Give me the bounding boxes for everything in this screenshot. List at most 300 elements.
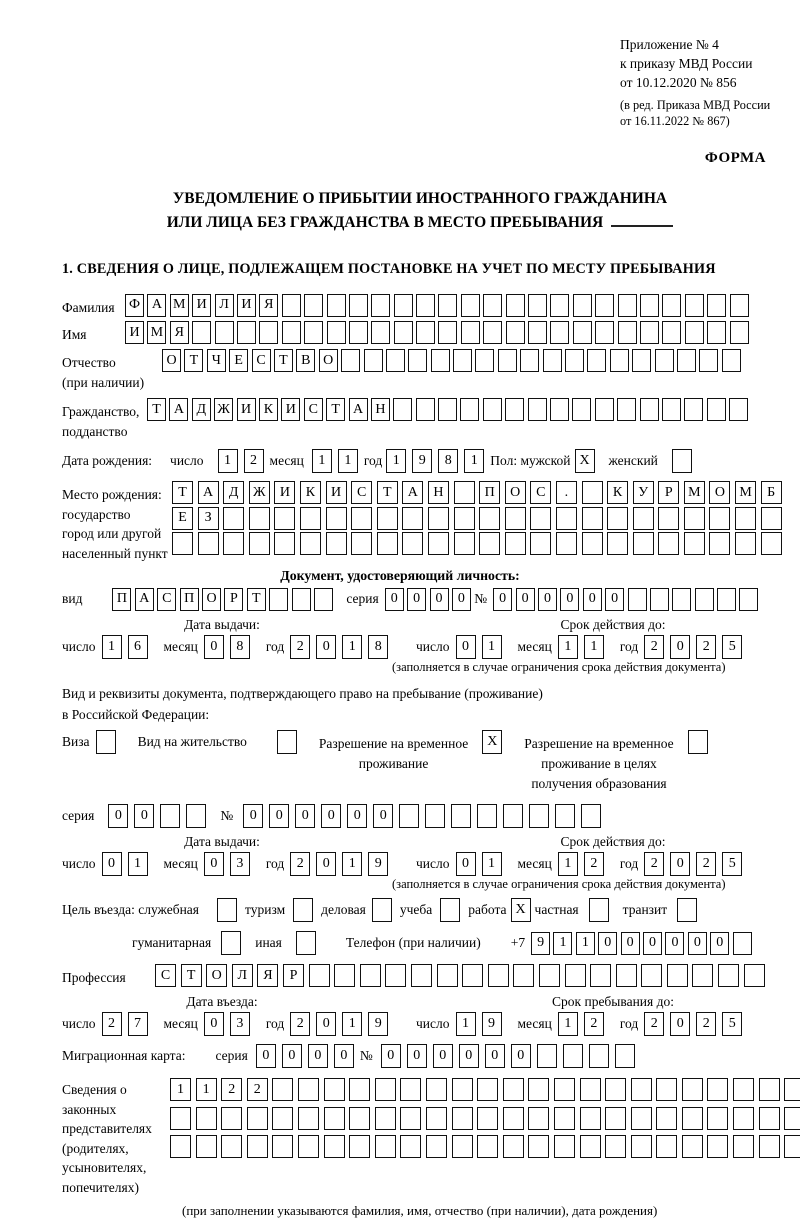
cell[interactable] [160, 804, 180, 828]
cell[interactable]: Д [223, 481, 244, 504]
cell[interactable]: 1 [342, 852, 362, 876]
cell[interactable]: 0 [459, 1044, 479, 1068]
cell[interactable] [483, 321, 502, 344]
cell[interactable]: 1 [464, 449, 484, 473]
cell[interactable] [505, 398, 524, 421]
cell[interactable] [293, 898, 313, 922]
cell[interactable] [537, 1044, 557, 1068]
cell[interactable]: 3 [230, 852, 250, 876]
cell[interactable] [304, 294, 323, 317]
cell[interactable] [631, 1078, 652, 1101]
cell[interactable] [223, 507, 244, 530]
birth-place-line1-cells[interactable] [172, 481, 786, 504]
cell[interactable] [709, 507, 730, 530]
doc-series-cells[interactable] [385, 588, 475, 611]
cell[interactable] [426, 1078, 447, 1101]
cell[interactable] [784, 1107, 800, 1130]
cell[interactable] [730, 321, 749, 344]
cell[interactable] [300, 507, 321, 530]
cell[interactable] [554, 1135, 575, 1158]
cell[interactable] [528, 294, 547, 317]
cell[interactable] [573, 321, 592, 344]
cell[interactable]: 1 [170, 1078, 191, 1101]
cell[interactable] [718, 964, 739, 987]
representatives-line2-cells[interactable] [170, 1107, 800, 1130]
cell[interactable] [452, 1078, 473, 1101]
cell[interactable] [631, 1135, 652, 1158]
cell[interactable]: 0 [204, 635, 224, 659]
mig-series-cells[interactable] [256, 1044, 360, 1068]
temp-permit-checkbox[interactable] [482, 730, 502, 754]
cell[interactable] [543, 349, 562, 372]
cell[interactable]: А [349, 398, 368, 421]
cell[interactable]: Т [247, 588, 266, 611]
cell[interactable]: М [147, 321, 166, 344]
cell[interactable] [528, 398, 547, 421]
cell[interactable] [454, 481, 475, 504]
transit-checkbox[interactable] [677, 898, 697, 922]
permit-issue-day-cells[interactable] [102, 852, 154, 876]
cell[interactable]: О [319, 349, 338, 372]
cell[interactable]: 0 [316, 1012, 336, 1036]
cell[interactable]: 2 [644, 1012, 664, 1036]
cell[interactable] [408, 349, 427, 372]
cell[interactable]: 0 [598, 932, 617, 955]
cell[interactable] [341, 349, 360, 372]
cell[interactable] [247, 1135, 268, 1158]
private-checkbox[interactable] [589, 898, 609, 922]
cell[interactable]: 0 [308, 1044, 328, 1068]
cell[interactable] [662, 294, 681, 317]
cell[interactable]: 0 [605, 588, 624, 611]
cell[interactable]: 0 [688, 932, 707, 955]
cell[interactable] [615, 1044, 635, 1068]
cell[interactable]: И [281, 398, 300, 421]
cell[interactable] [274, 532, 295, 555]
cell[interactable]: 0 [385, 588, 404, 611]
cell[interactable] [530, 507, 551, 530]
work-checkbox[interactable] [511, 898, 531, 922]
doc-number-cells[interactable] [493, 588, 762, 611]
cell[interactable] [371, 294, 390, 317]
permit-issue-year-cells[interactable] [290, 852, 394, 876]
cell[interactable] [662, 321, 681, 344]
cell[interactable] [556, 507, 577, 530]
cell[interactable] [304, 321, 323, 344]
cell[interactable]: М [735, 481, 756, 504]
cell[interactable]: 2 [102, 1012, 122, 1036]
citizenship-cells[interactable] [147, 398, 752, 421]
cell[interactable] [735, 507, 756, 530]
permit-valid-day-cells[interactable] [456, 852, 508, 876]
cell[interactable] [505, 507, 526, 530]
cell[interactable] [505, 532, 526, 555]
cell[interactable] [371, 321, 390, 344]
cell[interactable]: 1 [456, 1012, 476, 1036]
cell[interactable] [451, 804, 471, 828]
cell[interactable]: 0 [316, 635, 336, 659]
cell[interactable] [428, 532, 449, 555]
cell[interactable] [605, 1078, 626, 1101]
cell[interactable] [349, 294, 368, 317]
cell[interactable]: З [198, 507, 219, 530]
cell[interactable] [539, 964, 560, 987]
cell[interactable] [425, 804, 445, 828]
cell[interactable] [324, 1107, 345, 1130]
cell[interactable]: 2 [644, 635, 664, 659]
cell[interactable]: 0 [670, 635, 690, 659]
cell[interactable] [377, 507, 398, 530]
cell[interactable] [461, 321, 480, 344]
cell[interactable]: Ч [207, 349, 226, 372]
cell[interactable] [237, 321, 256, 344]
doc-kind-cells[interactable] [112, 588, 336, 611]
cell[interactable]: 0 [538, 588, 557, 611]
cell[interactable]: Я [170, 321, 189, 344]
permit-number-cells[interactable] [243, 804, 607, 828]
cell[interactable] [375, 1135, 396, 1158]
birth-year-cells[interactable] [386, 449, 490, 473]
cell[interactable] [607, 507, 628, 530]
cell[interactable] [672, 588, 691, 611]
cell[interactable]: Ж [214, 398, 233, 421]
cell[interactable] [170, 1135, 191, 1158]
cell[interactable]: 0 [295, 804, 315, 828]
birth-day-cells[interactable] [218, 449, 270, 473]
cell[interactable]: 0 [282, 1044, 302, 1068]
cell[interactable]: 2 [247, 1078, 268, 1101]
cell[interactable] [334, 964, 355, 987]
cell[interactable]: 0 [256, 1044, 276, 1068]
cell[interactable] [259, 321, 278, 344]
cell[interactable] [460, 398, 479, 421]
cell[interactable] [215, 321, 234, 344]
cell[interactable]: А [135, 588, 154, 611]
cell[interactable] [631, 1107, 652, 1130]
cell[interactable]: И [274, 481, 295, 504]
cell[interactable] [582, 481, 603, 504]
cell[interactable] [394, 294, 413, 317]
cell[interactable] [656, 1078, 677, 1101]
cell[interactable] [555, 804, 575, 828]
cell[interactable] [326, 532, 347, 555]
birth-place-line2-cells[interactable] [172, 507, 786, 530]
cell[interactable] [349, 321, 368, 344]
cell[interactable] [761, 532, 782, 555]
cell[interactable] [707, 294, 726, 317]
cell[interactable] [479, 532, 500, 555]
cell[interactable]: 5 [722, 1012, 742, 1036]
cell[interactable] [709, 532, 730, 555]
cell[interactable]: 1 [558, 635, 578, 659]
cell[interactable] [170, 1107, 191, 1130]
cell[interactable] [677, 349, 696, 372]
cell[interactable] [580, 1107, 601, 1130]
cell[interactable] [96, 730, 116, 754]
cell[interactable]: 0 [511, 1044, 531, 1068]
cell[interactable] [650, 588, 669, 611]
cell[interactable] [360, 964, 381, 987]
cell[interactable] [247, 1107, 268, 1130]
cell[interactable]: 0 [381, 1044, 401, 1068]
cell[interactable] [595, 321, 614, 344]
cell[interactable]: 9 [368, 852, 388, 876]
mig-number-cells[interactable] [381, 1044, 641, 1068]
cell[interactable] [402, 507, 423, 530]
cell[interactable]: 0 [269, 804, 289, 828]
surname-cells[interactable] [125, 294, 752, 317]
cell[interactable] [314, 588, 333, 611]
cell[interactable] [733, 1107, 754, 1130]
cell[interactable] [385, 964, 406, 987]
stay-day-cells[interactable] [456, 1012, 508, 1036]
cell[interactable]: 2 [290, 1012, 310, 1036]
female-checkbox[interactable] [672, 449, 692, 473]
cell[interactable]: 0 [430, 588, 449, 611]
cell[interactable] [528, 1078, 549, 1101]
cell[interactable] [685, 294, 704, 317]
cell[interactable] [416, 294, 435, 317]
cell[interactable]: 0 [108, 804, 128, 828]
cell[interactable] [503, 1135, 524, 1158]
cell[interactable] [196, 1135, 217, 1158]
cell[interactable] [186, 804, 206, 828]
cell[interactable] [658, 507, 679, 530]
cell[interactable]: 1 [482, 852, 502, 876]
cell[interactable]: 0 [321, 804, 341, 828]
cell[interactable]: 0 [583, 588, 602, 611]
cell[interactable] [580, 1078, 601, 1101]
cell[interactable]: 0 [516, 588, 535, 611]
cell[interactable] [221, 1135, 242, 1158]
cell[interactable] [717, 588, 736, 611]
cell[interactable]: 0 [407, 1044, 427, 1068]
cell[interactable] [707, 1107, 728, 1130]
cell[interactable] [399, 804, 419, 828]
cell[interactable]: С [530, 481, 551, 504]
cell[interactable]: 0 [493, 588, 512, 611]
cell[interactable]: А [169, 398, 188, 421]
representatives-line1-cells[interactable] [170, 1078, 800, 1101]
cell[interactable] [426, 1107, 447, 1130]
cell[interactable] [605, 1107, 626, 1130]
cell[interactable]: 2 [584, 1012, 604, 1036]
cell[interactable] [272, 1135, 293, 1158]
cell[interactable] [784, 1135, 800, 1158]
cell[interactable] [682, 1107, 703, 1130]
cell[interactable]: С [304, 398, 323, 421]
cell[interactable] [684, 507, 705, 530]
cell[interactable] [221, 931, 241, 955]
cell[interactable] [437, 964, 458, 987]
cell[interactable] [550, 294, 569, 317]
cell[interactable] [662, 398, 681, 421]
official-checkbox[interactable] [217, 898, 237, 922]
cell[interactable]: П [479, 481, 500, 504]
cell[interactable]: 0 [456, 852, 476, 876]
cell[interactable] [393, 398, 412, 421]
cell[interactable] [761, 507, 782, 530]
cell[interactable] [513, 964, 534, 987]
cell[interactable] [375, 1078, 396, 1101]
cell[interactable] [453, 349, 472, 372]
name-cells[interactable] [125, 321, 752, 344]
cell[interactable] [454, 507, 475, 530]
cell[interactable] [438, 321, 457, 344]
cell[interactable] [589, 1044, 609, 1068]
cell[interactable] [641, 964, 662, 987]
cell[interactable] [563, 1044, 583, 1068]
cell[interactable]: И [237, 294, 256, 317]
cell[interactable] [503, 1107, 524, 1130]
cell[interactable]: П [112, 588, 131, 611]
cell[interactable] [672, 449, 692, 473]
cell[interactable]: 0 [452, 588, 471, 611]
cell[interactable] [488, 964, 509, 987]
representatives-line3-cells[interactable] [170, 1135, 800, 1158]
cell[interactable]: И [237, 398, 256, 421]
cell[interactable]: 2 [290, 852, 310, 876]
cell[interactable]: 1 [312, 449, 332, 473]
cell[interactable]: 0 [665, 932, 684, 955]
cell[interactable] [733, 1135, 754, 1158]
cell[interactable] [572, 398, 591, 421]
cell[interactable]: Я [257, 964, 278, 987]
cell[interactable] [550, 321, 569, 344]
cell[interactable]: Т [172, 481, 193, 504]
cell[interactable]: И [192, 294, 211, 317]
passport-issue-month-cells[interactable] [204, 635, 256, 659]
cell[interactable]: Е [172, 507, 193, 530]
cell[interactable] [326, 507, 347, 530]
cell[interactable]: 9 [482, 1012, 502, 1036]
visa-checkbox[interactable] [96, 730, 116, 754]
cell[interactable]: 0 [433, 1044, 453, 1068]
cell[interactable] [607, 532, 628, 555]
cell[interactable]: С [155, 964, 176, 987]
cell[interactable]: 0 [347, 804, 367, 828]
cell[interactable] [298, 1107, 319, 1130]
cell[interactable] [595, 398, 614, 421]
cell[interactable]: В [296, 349, 315, 372]
cell[interactable] [477, 1078, 498, 1101]
cell[interactable]: Т [147, 398, 166, 421]
cell[interactable] [172, 532, 193, 555]
cell[interactable]: О [206, 964, 227, 987]
cell[interactable] [707, 1135, 728, 1158]
cell[interactable] [658, 532, 679, 555]
cell[interactable] [375, 1107, 396, 1130]
cell[interactable] [196, 1107, 217, 1130]
cell[interactable] [656, 1107, 677, 1130]
cell[interactable] [759, 1078, 780, 1101]
birth-place-line3-cells[interactable] [172, 532, 786, 555]
cell[interactable] [292, 588, 311, 611]
cell[interactable]: Е [229, 349, 248, 372]
cell[interactable] [550, 398, 569, 421]
cell[interactable]: 0 [316, 852, 336, 876]
cell[interactable] [461, 294, 480, 317]
cell[interactable]: П [180, 588, 199, 611]
business-checkbox[interactable] [372, 898, 392, 922]
cell[interactable]: О [162, 349, 181, 372]
cell[interactable]: Т [377, 481, 398, 504]
cell[interactable] [529, 804, 549, 828]
cell[interactable]: М [684, 481, 705, 504]
cell[interactable]: Д [192, 398, 211, 421]
cell[interactable] [377, 532, 398, 555]
cell[interactable] [640, 398, 659, 421]
cell[interactable]: 1 [342, 1012, 362, 1036]
cell[interactable]: X [482, 730, 502, 754]
cell[interactable] [192, 321, 211, 344]
cell[interactable]: 3 [230, 1012, 250, 1036]
cell[interactable] [452, 1135, 473, 1158]
cell[interactable]: Я [259, 294, 278, 317]
cell[interactable]: 1 [102, 635, 122, 659]
cell[interactable] [759, 1135, 780, 1158]
cell[interactable] [610, 349, 629, 372]
cell[interactable] [530, 532, 551, 555]
cell[interactable]: 1 [386, 449, 406, 473]
cell[interactable] [438, 294, 457, 317]
cell[interactable] [656, 1135, 677, 1158]
study-checkbox[interactable] [440, 898, 460, 922]
cell[interactable] [349, 1078, 370, 1101]
cell[interactable]: 0 [710, 932, 729, 955]
cell[interactable] [296, 931, 316, 955]
cell[interactable] [498, 349, 517, 372]
cell[interactable] [682, 1135, 703, 1158]
cell[interactable]: 0 [670, 852, 690, 876]
permit-issue-month-cells[interactable] [204, 852, 256, 876]
cell[interactable] [784, 1078, 800, 1101]
cell[interactable] [477, 804, 497, 828]
cell[interactable] [298, 1135, 319, 1158]
cell[interactable]: 0 [102, 852, 122, 876]
cell[interactable] [580, 1135, 601, 1158]
cell[interactable]: И [326, 481, 347, 504]
stay-year-cells[interactable] [644, 1012, 748, 1036]
cell[interactable]: 1 [218, 449, 238, 473]
cell[interactable] [483, 294, 502, 317]
male-checkbox[interactable] [575, 449, 595, 473]
cell[interactable] [349, 1135, 370, 1158]
passport-valid-year-cells[interactable] [644, 635, 748, 659]
cell[interactable] [733, 1078, 754, 1101]
cell[interactable]: 0 [407, 588, 426, 611]
cell[interactable] [431, 349, 450, 372]
cell[interactable] [685, 321, 704, 344]
cell[interactable]: Т [181, 964, 202, 987]
cell[interactable]: 8 [230, 635, 250, 659]
cell[interactable] [682, 1078, 703, 1101]
passport-issue-day-cells[interactable] [102, 635, 154, 659]
cell[interactable]: 2 [696, 852, 716, 876]
residence-permit-checkbox[interactable] [277, 730, 297, 754]
cell[interactable]: 5 [722, 635, 742, 659]
cell[interactable]: И [125, 321, 144, 344]
cell[interactable] [684, 532, 705, 555]
cell[interactable] [565, 349, 584, 372]
cell[interactable] [595, 294, 614, 317]
permit-series-cells[interactable] [108, 804, 212, 828]
cell[interactable] [282, 321, 301, 344]
cell[interactable]: 9 [412, 449, 432, 473]
cell[interactable]: К [607, 481, 628, 504]
cell[interactable] [707, 321, 726, 344]
cell[interactable] [462, 964, 483, 987]
